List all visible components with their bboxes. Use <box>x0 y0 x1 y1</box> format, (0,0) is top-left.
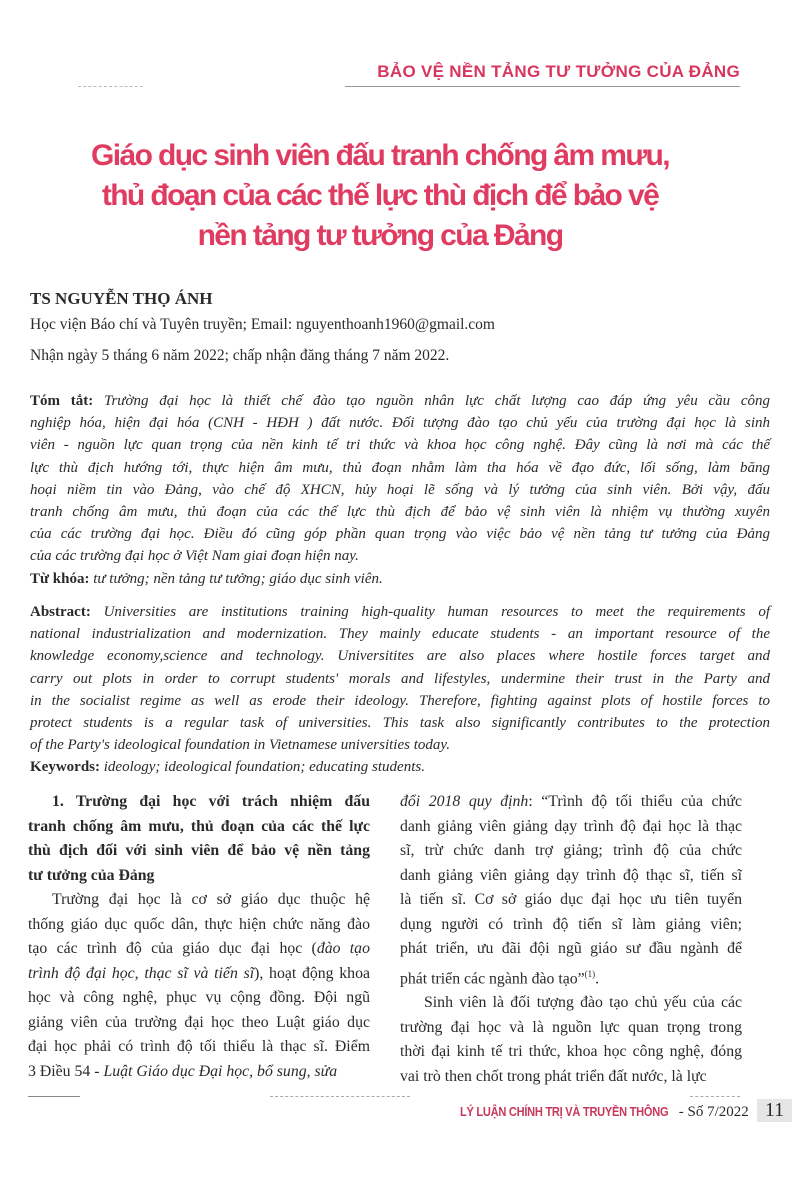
text-line <box>400 1065 742 1090</box>
text-line <box>28 962 370 987</box>
body-column-left <box>28 790 370 1084</box>
text-line <box>30 734 770 756</box>
text-segment: lực thù địch hướng tới, thực hiện âm mưu, thủ đoạn nhằm làm tha hóa về đạo đức, lối sống, làm băng <box>30 459 770 476</box>
text-segment: đổi 2018 quy định <box>400 793 529 810</box>
text-segment: của các trường đại học. Điều đó cũng góp phần quan trọng vào việc bảo vệ nền tảng tư tưởng của Đảng <box>30 526 770 543</box>
text-segment: giảng viên của trường đại học theo Luật giáo dục <box>28 1013 370 1031</box>
text-line <box>400 790 742 815</box>
author-name: TS NGUYỄN THỌ ÁNH <box>30 289 213 308</box>
text-line <box>400 1016 742 1041</box>
text-segment: dụng người có trình độ tiến sĩ làm giảng viên; <box>400 915 742 933</box>
text-line <box>28 1011 370 1036</box>
title-line: Giáo dục sinh viên đấu tranh chống âm mưu, <box>91 139 669 172</box>
text-line <box>400 991 742 1016</box>
text-segment: Universities are institutions training high-quality human resources to meet the requirements of <box>90 604 770 620</box>
text-segment: of the Party's ideological foundation in Vietnamese universities today. <box>30 737 450 754</box>
text-segment: trường đại học và là nguồn lực quan trọng trong <box>400 1018 742 1036</box>
text-line <box>30 690 770 712</box>
text-segment: phát triển, ưu đãi đội ngũ giáo sư đầu ngành để <box>400 940 742 957</box>
bold-text: 1. Trường đại học với trách nhiệm đấu <box>52 793 370 810</box>
text-line <box>30 601 770 623</box>
text-segment: protect students is a regular task of universities. This task also significantly contributes to the protection <box>30 715 770 732</box>
text-segment: trình độ đại học, thạc sĩ và tiến sĩ <box>28 964 255 982</box>
bold-text: tranh chống âm mưu, thủ đoạn của các thế lực <box>28 817 370 835</box>
text-line <box>28 864 370 889</box>
text-segment: ), hoạt động khoa <box>254 964 370 982</box>
page-footer <box>460 1099 792 1122</box>
text-segment: vai trò then chốt trong phát triển đất nước, là lực <box>400 1067 707 1085</box>
text-line <box>28 937 370 962</box>
text-line <box>28 986 370 1011</box>
issue-number: - Số 7/2022 <box>675 1104 749 1120</box>
text-segment: national industrialization and modernization. They mainly educate students - an important resource of the <box>30 626 770 643</box>
abstract-vietnamese <box>30 390 770 590</box>
bold-text: Abstract: <box>30 604 91 620</box>
footer-rule <box>690 1096 740 1097</box>
title-line: nền tảng tư tưởng của Đảng <box>197 219 563 252</box>
text-segment: carry out plots in order to corrupt students' morals and lifestyles, undermine their trust in the Party and <box>30 670 770 687</box>
text-segment: in the socialist regime as well as erode their ideology. Therefore, fighting against plots of hostile forces to <box>30 692 770 709</box>
text-segment: tạo các trình độ của giáo dục đại học ( <box>28 940 317 957</box>
text-segment: tư tưởng; nền tảng tư tưởng; giáo dục sinh viên. <box>89 570 383 587</box>
text-line <box>30 668 770 690</box>
text-line <box>400 962 742 992</box>
text-line <box>28 1060 370 1085</box>
text-line <box>30 623 770 645</box>
text-line <box>400 815 742 840</box>
footer-rule <box>28 1096 80 1097</box>
text-segment: là tiến sĩ. Cơ sở giáo dục đại học ưu tiên tuyển <box>400 891 742 908</box>
text-segment: nghiệp hóa, hiện đại hóa (CNH - HĐH ) đất nước. Đối tượng đào tạo chủ yếu của trường đại học là sinh <box>30 415 770 432</box>
text-segment: phát triển các ngành đào tạo” <box>400 969 585 987</box>
text-line <box>28 815 370 840</box>
text-line <box>30 645 770 667</box>
text-line <box>28 839 370 864</box>
section-header: BẢO VỆ NỀN TẢNG TƯ TƯỞNG CỦA ĐẢNG <box>377 62 740 81</box>
text-line <box>30 457 770 479</box>
article-title <box>60 136 700 256</box>
footnote-ref: (1) <box>584 968 596 979</box>
text-segment: knowledge economy,science and technology. Universitites are also places where hostile forces target and <box>30 648 770 665</box>
text-line <box>28 888 370 913</box>
text-line <box>400 1040 742 1065</box>
header-rule-left <box>78 86 143 87</box>
footer-rule <box>270 1096 410 1097</box>
text-line <box>400 864 742 889</box>
bold-text: Từ khóa: <box>30 570 90 587</box>
bold-text: Keywords: <box>30 759 100 776</box>
header-rule <box>345 86 740 87</box>
body-column-right <box>400 790 742 1089</box>
text-segment: : “Trình độ tối thiểu của chức <box>528 793 742 810</box>
text-segment: sĩ, trừ chức danh trợ giảng; trình độ của chức <box>400 842 742 859</box>
text-segment: đại học phải có trình độ tối thiểu là thạc sĩ. Điểm <box>28 1038 370 1055</box>
text-line <box>30 412 770 434</box>
text-segment: đào tạo <box>316 940 370 957</box>
text-segment: Sinh viên là đối tượng đào tạo chủ yếu của các <box>424 994 742 1012</box>
text-line <box>30 390 770 412</box>
text-line <box>30 756 770 778</box>
text-line <box>30 501 770 523</box>
text-line <box>400 839 742 864</box>
bold-text: Tóm tắt: <box>30 393 94 409</box>
text-line <box>30 545 770 567</box>
text-segment: thống giáo dục quốc dân, thực hiện chức năng đào <box>28 915 370 933</box>
journal-name: LÝ LUẬN CHÍNH TRỊ VÀ TRUYỀN THÔNG <box>460 1104 669 1119</box>
text-segment: hoại niềm tin vào Đảng, vào chế độ XHCN, hủy hoại lẽ sống và lý tưởng của sinh viên. Bởi vậy, đấu <box>30 481 770 498</box>
text-segment: viên - nguồn lực quan trọng của nền kinh tế tri thức và khoa học công nghệ. Đây cũng là nơi mà các thế <box>30 437 770 454</box>
text-segment: Luật Giáo dục Đại học, bổ sung, sửa <box>103 1062 338 1080</box>
text-segment: học và công nghệ, phục vụ cộng đồng. Đội ngũ <box>28 989 370 1006</box>
bold-text: tư tưởng của Đảng <box>28 866 155 884</box>
author-affiliation: Học viện Báo chí và Tuyên truyền; Email: nguyenthoanh1960@gmail.com <box>30 316 495 333</box>
text-segment: của các trường đại học ở Việt Nam giai đoạn hiện nay. <box>30 548 359 565</box>
text-line <box>30 523 770 545</box>
text-segment: danh giảng viên giảng dạy trình độ thạc sĩ, tiến sĩ <box>400 866 742 884</box>
text-segment: . <box>595 969 600 987</box>
text-line <box>30 434 770 456</box>
text-segment: danh giảng viên giảng dạy trình độ đại học là thạc <box>400 817 742 835</box>
page-number: 11 <box>757 1099 792 1122</box>
bold-text: thù địch đối với sinh viên để bảo vệ nền tảng <box>28 842 370 859</box>
text-segment: Trường đại học là thiết chế đào tạo nguồn nhân lực chất lượng cao đáp ứng yêu cầu công <box>93 393 770 409</box>
text-line <box>30 568 770 590</box>
received-date: Nhận ngày 5 tháng 6 năm 2022; chấp nhận đăng tháng 7 năm 2022. <box>30 347 450 364</box>
abstract-english <box>30 601 770 779</box>
text-segment: ideology; ideological foundation; educating students. <box>100 759 425 776</box>
text-line <box>28 1035 370 1060</box>
text-segment: thời đại kinh tế tri thức, khoa học công nghệ, đóng <box>400 1043 742 1061</box>
title-line: thủ đoạn của các thế lực thù địch để bảo vệ <box>101 179 659 212</box>
text-line <box>30 479 770 501</box>
text-segment: 3 Điều 54 - <box>28 1062 104 1080</box>
text-segment: tranh chống âm mưu, thủ đoạn của các thế lực thù địch để bảo vệ sinh viên là nhiệm vụ thường xuyên <box>30 504 770 521</box>
text-line <box>28 913 370 938</box>
text-line <box>400 888 742 913</box>
text-line <box>28 790 370 815</box>
text-line <box>400 937 742 962</box>
text-segment: Trường đại học là cơ sở giáo dục thuộc hệ <box>52 891 370 908</box>
text-line <box>400 913 742 938</box>
text-line <box>30 712 770 734</box>
